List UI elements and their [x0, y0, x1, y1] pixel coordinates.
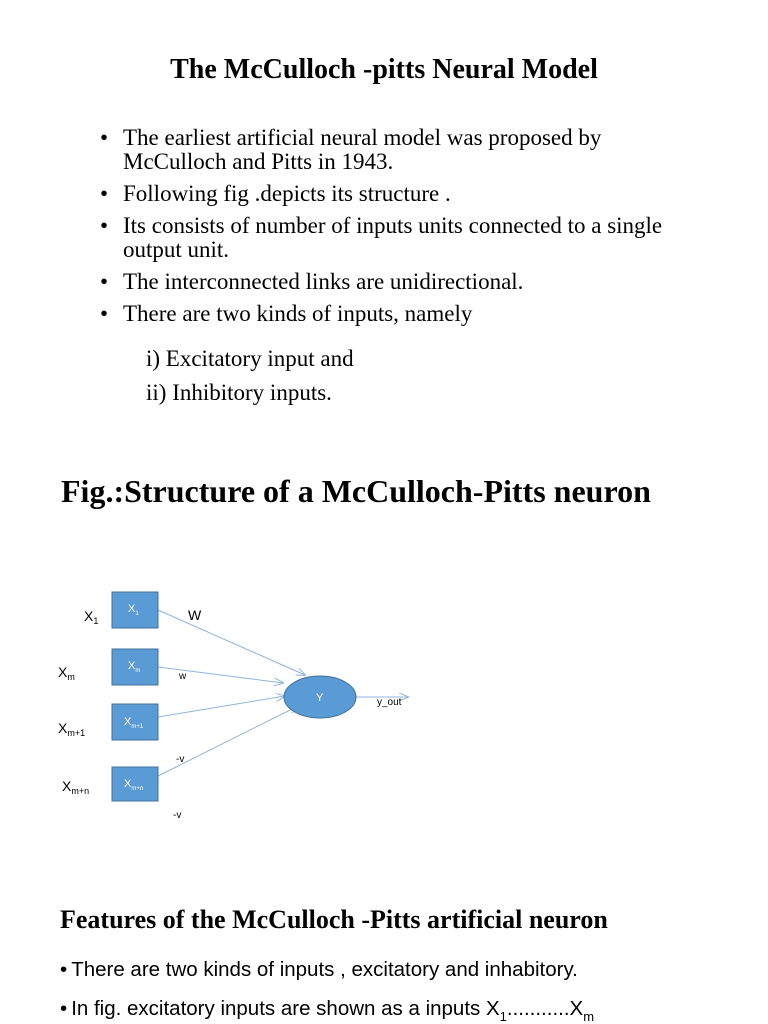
weight-label: -v: [173, 810, 182, 821]
bullet-item: • There are two kinds of inputs, namely: [100, 302, 700, 326]
feature-bullet: • In fig. excitatory inputs are shown as a inputs $X_1...........X_m$: [60, 997, 595, 1024]
weight-label: -v: [176, 754, 185, 765]
bullet-item: • Its consists of number of inputs units connected to a single output unit.: [100, 214, 700, 262]
input-label: $X_{m+n}$: [62, 778, 90, 796]
bullet-item: • Following fig .depicts its structure .: [100, 182, 700, 206]
feature-bullet-text: There are two kinds of inputs , excitatory and inhabitory.: [71, 958, 578, 981]
intro-bullet-list: [100, 126, 700, 334]
input-unit-box: [112, 767, 158, 801]
input-box-label: $X_{m+n}$: [124, 778, 144, 792]
weight-label: w: [179, 671, 187, 682]
subscript: m: [583, 1009, 595, 1024]
input-label: $X_m$: [58, 664, 75, 682]
input-box-label: $X_1$: [128, 603, 139, 617]
features-heading: Features of the McCulloch -Pitts artificial neuron: [60, 905, 608, 934]
input-unit-box: [112, 704, 158, 740]
connection-arrow: [158, 667, 283, 683]
subscript: 1: [499, 1009, 507, 1024]
weight-label: W: [188, 607, 202, 623]
input-label: $X_1$: [84, 608, 99, 626]
feature-bullet: • There are two kinds of inputs , excitatory and inhabitory.: [60, 958, 578, 981]
inhibitory-sub-item: ii) Inhibitory inputs.: [146, 380, 332, 405]
output-neuron-label: Y: [316, 692, 324, 704]
excitatory-sub-item: i) Excitatory input and: [146, 346, 354, 371]
input-box-label: $X_{m+1}$: [124, 716, 144, 730]
bullet-item: • The interconnected links are unidirectional.: [100, 270, 700, 294]
output-label: y_out: [377, 697, 402, 708]
connection-arrow: [158, 696, 285, 717]
figure-caption: Fig.:Structure of a McCulloch-Pitts neuron: [61, 473, 651, 509]
connection-arrow: [158, 610, 305, 675]
feature-bullet-text: ...........X: [506, 997, 584, 1020]
bullet-item: • The earliest artificial neural model was proposed by McCulloch and Pitts in 1943.: [100, 126, 700, 174]
feature-bullet-text: In fig. excitatory inputs are shown as a inputs X: [71, 997, 500, 1020]
input-label: $X_{m+1}$: [58, 720, 86, 738]
connection-arrow: [158, 706, 298, 776]
neuron-diagram: [0, 580, 768, 840]
input-box-label: $X_m$: [128, 660, 141, 674]
page-title: The McCulloch -pitts Neural Model: [170, 54, 598, 85]
